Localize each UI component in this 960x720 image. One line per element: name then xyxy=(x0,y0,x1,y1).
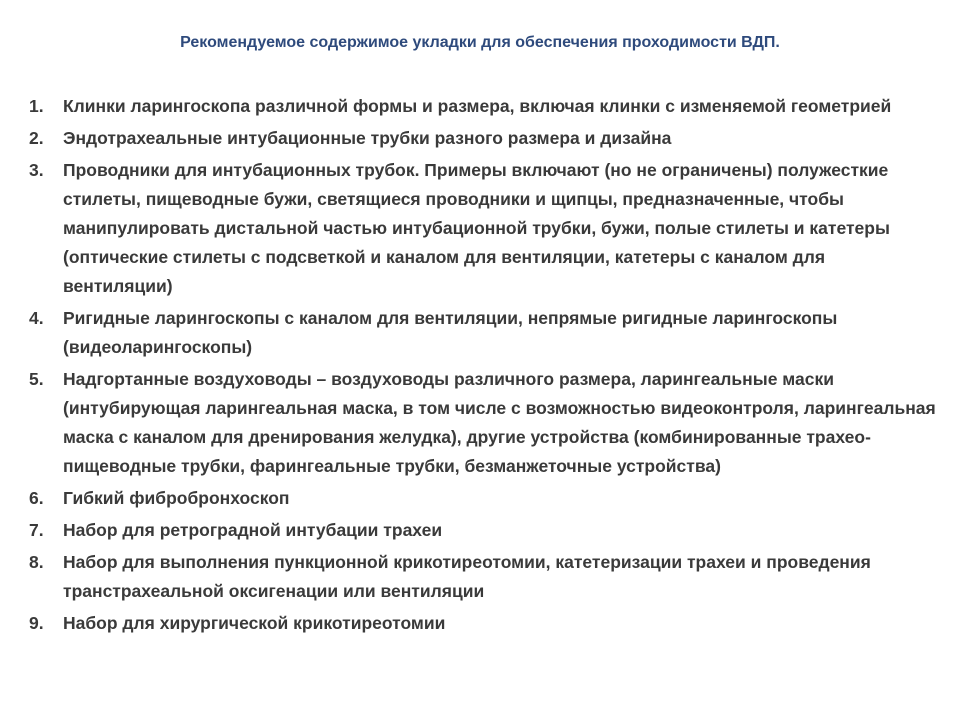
item-number: 1. xyxy=(29,96,44,116)
list-item xyxy=(29,304,939,362)
item-text: Набор для хирургической крикотиреотомии xyxy=(63,613,446,633)
slide-title: Рекомендуемое содержимое укладки для обеспечения проходимости ВДП. xyxy=(180,34,780,51)
item-number: 3. xyxy=(29,160,44,180)
item-number: 6. xyxy=(29,488,44,508)
list-item xyxy=(29,548,939,606)
item-text: Проводники для интубационных трубок. Примеры включают (но не ограничены) полужесткие стилеты, пищеводные бужи, светящиеся проводники и щипцы, предназначенные, чтобы манипулировать дистальной частью интубационной трубки, бужи, полые стилеты и катетеры (оптические стилеты с подсветкой и каналом для вентиляции, катетеры с каналом для вентиляции) xyxy=(63,160,890,296)
list-item xyxy=(29,92,939,121)
item-text: Клинки ларингоскопа различной формы и размера, включая клинки с изменяемой геометрией xyxy=(63,96,892,116)
list-item xyxy=(29,365,939,481)
item-number: 2. xyxy=(29,128,44,148)
item-number: 9. xyxy=(29,613,44,633)
list-item xyxy=(29,124,939,153)
list-item xyxy=(29,484,939,513)
item-number: 7. xyxy=(29,520,44,540)
item-number: 4. xyxy=(29,308,44,328)
item-text: Надгортанные воздуховоды – воздуховоды различного размера, ларингеальные маски (интубирующая ларингеальная маска, в том числе с возможностью видеоконтроля, ларингеальная маска с каналом для дренирования желудка), другие устройства (комбинированные трахео-пищеводные трубки, фарингеальные трубки, безманжеточные устройства) xyxy=(63,369,936,476)
list-item xyxy=(29,156,939,301)
equipment-list xyxy=(29,92,939,641)
item-text: Гибкий фибробронхоскоп xyxy=(63,488,290,508)
item-text: Набор для ретроградной интубации трахеи xyxy=(63,520,443,540)
item-number: 5. xyxy=(29,369,44,389)
item-text: Ригидные ларингоскопы с каналом для вентиляции, непрямые ригидные ларингоскопы (видеоларингоскопы) xyxy=(63,308,838,357)
item-number: 8. xyxy=(29,552,44,572)
list-item xyxy=(29,516,939,545)
list-item xyxy=(29,609,939,638)
item-text: Набор для выполнения пункционной крикотиреотомии, катетеризации трахеи и проведения транстрахеальной оксигенации или вентиляции xyxy=(63,552,871,601)
item-text: Эндотрахеальные интубационные трубки разного размера и дизайна xyxy=(63,128,672,148)
